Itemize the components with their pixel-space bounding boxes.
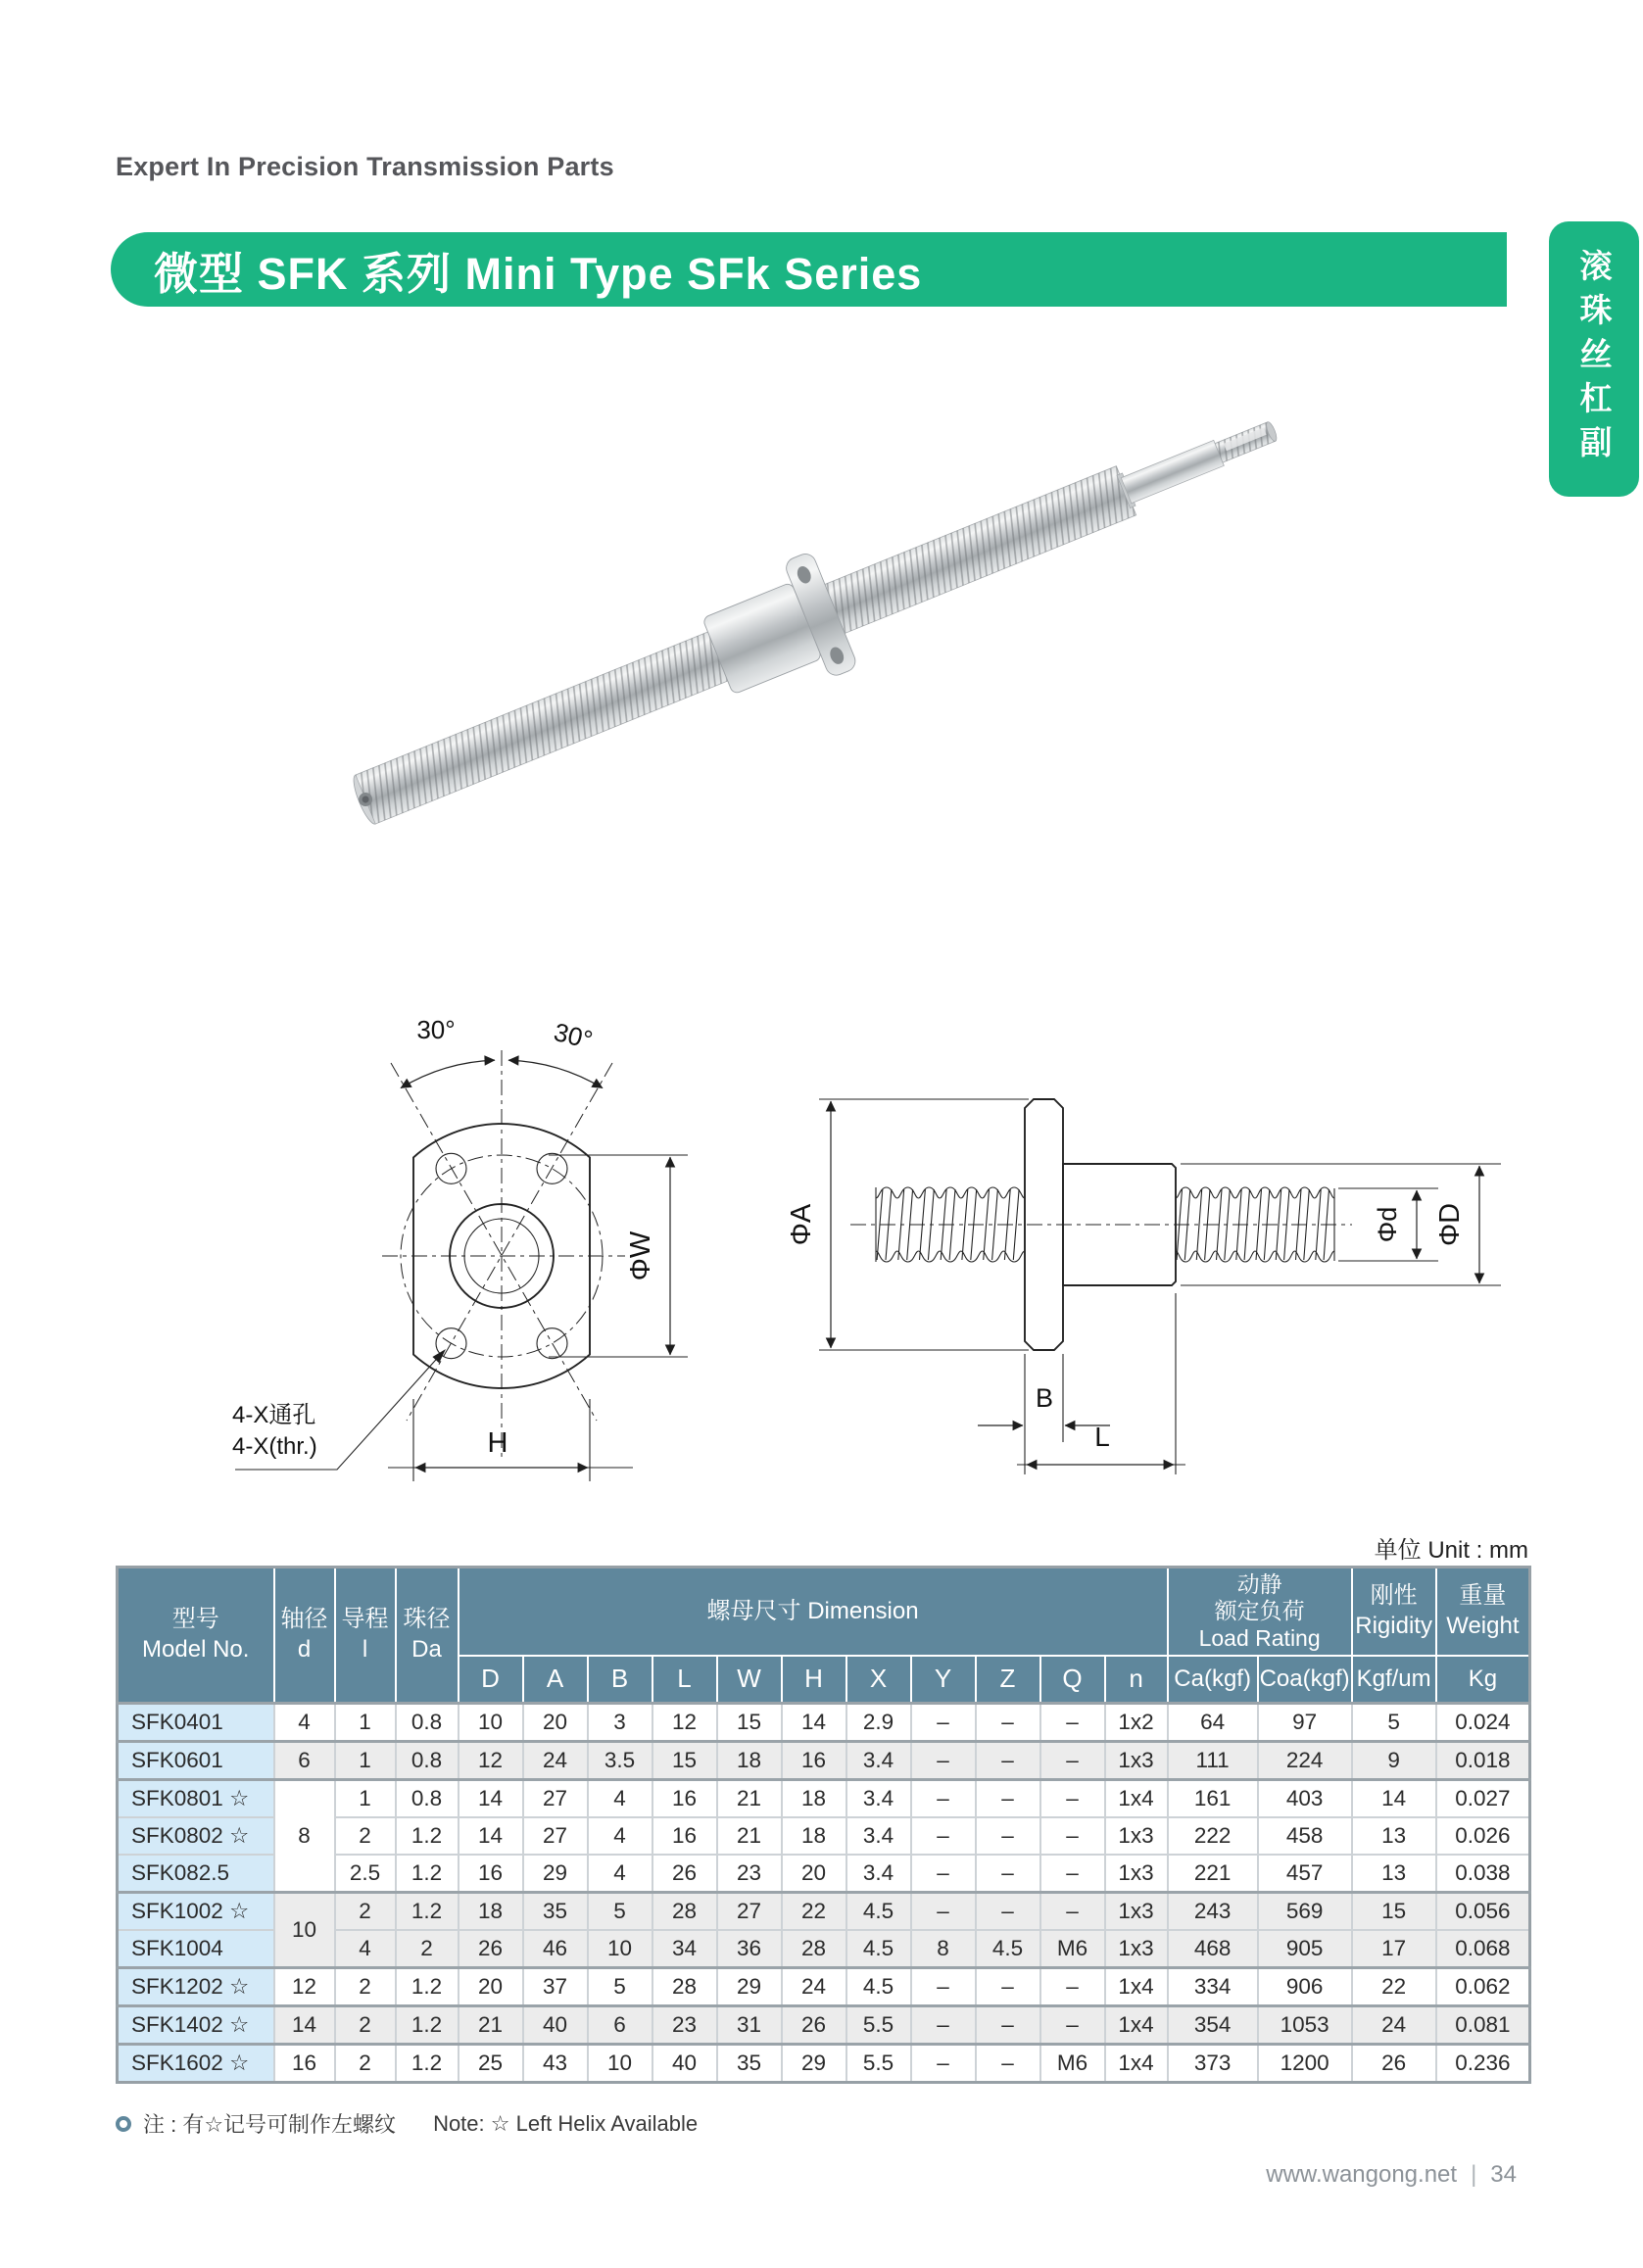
spec-cell: 468: [1168, 1930, 1258, 1968]
spec-cell: 5.5: [846, 2045, 911, 2083]
model-cell: SFK1602 ☆: [118, 2045, 274, 2083]
product-photo: [319, 388, 1329, 839]
spec-cell: 29: [523, 1855, 588, 1893]
spec-cell: 14: [782, 1704, 846, 1742]
col-header-L: L: [652, 1656, 717, 1704]
spec-cell: 0.027: [1436, 1780, 1530, 1818]
thread-texture-left: [356, 632, 728, 824]
spec-cell: –: [911, 1742, 976, 1780]
spec-table-body: [118, 1704, 1530, 2083]
spec-cell: 37: [523, 1968, 588, 2006]
spec-cell: 1.2: [396, 1817, 459, 1855]
shaft-diameter-cell: 6: [274, 1742, 335, 1780]
spec-cell: 1.2: [396, 2006, 459, 2045]
spec-cell: –: [1040, 1742, 1105, 1780]
spec-cell: 12: [652, 1704, 717, 1742]
spec-cell: 3: [588, 1704, 652, 1742]
spec-cell: 0.236: [1436, 2045, 1530, 2083]
spec-cell: 1x3: [1105, 1742, 1168, 1780]
col-header-A: A: [523, 1656, 588, 1704]
table-row: [118, 1742, 1530, 1780]
col-header-shaft-en: d: [297, 1636, 312, 1663]
col-header-X: X: [846, 1656, 911, 1704]
spec-cell: M6: [1040, 1930, 1105, 1968]
spec-cell: 35: [523, 1893, 588, 1931]
hole-axis-diagonal: [407, 1063, 612, 1421]
col-header-Z: Z: [976, 1656, 1040, 1704]
col-header-load-zh2: 额定负荷: [1214, 1598, 1305, 1624]
spec-cell: 2: [335, 1817, 396, 1855]
model-cell: SFK1002 ☆: [118, 1893, 274, 1931]
spec-cell: 1x3: [1105, 1930, 1168, 1968]
spec-cell: –: [911, 1893, 976, 1931]
spec-cell: 905: [1258, 1930, 1352, 1968]
spec-cell: –: [911, 2006, 976, 2045]
spec-cell: 97: [1258, 1704, 1352, 1742]
spec-cell: 3.4: [846, 1780, 911, 1818]
spec-cell: 28: [652, 1893, 717, 1931]
shaft-diameter-cell: 16: [274, 2045, 335, 2083]
hole-note-zh: 4-X通孔: [232, 1402, 316, 1428]
thread-texture-right: [823, 466, 1136, 635]
spec-cell: 26: [459, 1930, 523, 1968]
spec-cell: 4: [588, 1855, 652, 1893]
spec-cell: –: [1040, 2006, 1105, 2045]
table-row: [118, 1893, 1530, 1931]
spec-cell: –: [911, 1817, 976, 1855]
spec-cell: 22: [782, 1893, 846, 1931]
spec-cell: 21: [717, 1780, 782, 1818]
spec-cell: –: [976, 1742, 1040, 1780]
spec-cell: –: [1040, 1780, 1105, 1818]
col-header-lead-zh: 导程: [341, 1606, 389, 1633]
spec-cell: 40: [652, 2045, 717, 2083]
spec-cell: 27: [717, 1893, 782, 1931]
spec-cell: –: [1040, 1704, 1105, 1742]
technical-drawings: [147, 999, 1538, 1548]
col-header-dimension: 螺母尺寸 Dimension: [459, 1568, 1168, 1657]
col-header-lead: [335, 1568, 396, 1704]
spec-cell: 2.9: [846, 1704, 911, 1742]
col-header-model-zh: 型号: [171, 1606, 219, 1633]
dim-label-l: L: [1094, 1422, 1110, 1452]
col-header-load-zh1: 动静: [1236, 1570, 1282, 1597]
spec-cell: 28: [652, 1968, 717, 2006]
spec-cell: 5: [588, 1893, 652, 1931]
spec-cell: 373: [1168, 2045, 1258, 2083]
spec-cell: 4: [335, 1930, 396, 1968]
spec-cell: 24: [1352, 2006, 1436, 2045]
ball-screw-photo-group: [336, 388, 1299, 839]
spec-cell: 24: [523, 1742, 588, 1780]
spec-cell: 22: [1352, 1968, 1436, 2006]
col-header-rigidity: [1352, 1568, 1436, 1657]
col-header-Y: Y: [911, 1656, 976, 1704]
series-title-banner: [111, 232, 1507, 307]
spec-cell: 10: [459, 1704, 523, 1742]
shaft-diameter-cell: 12: [274, 1968, 335, 2006]
spec-cell: 29: [717, 1968, 782, 2006]
col-header-rigidity-en: Rigidity: [1355, 1613, 1432, 1639]
spec-cell: 4: [588, 1817, 652, 1855]
spec-cell: 2: [396, 1930, 459, 1968]
spec-cell: 0.024: [1436, 1704, 1530, 1742]
col-header-B: B: [588, 1656, 652, 1704]
spec-cell: 20: [523, 1704, 588, 1742]
dim-label-w: ΦW: [625, 1231, 656, 1281]
spec-cell: 14: [459, 1780, 523, 1818]
spec-cell: –: [1040, 1855, 1105, 1893]
spec-cell: 1: [335, 1780, 396, 1818]
spec-cell: 16: [652, 1817, 717, 1855]
spec-cell: 458: [1258, 1817, 1352, 1855]
spec-cell: 10: [588, 2045, 652, 2083]
spec-cell: 0.018: [1436, 1742, 1530, 1780]
col-header-weight-unit: Kg: [1436, 1656, 1530, 1704]
unit-label: 单位 Unit : mm: [1374, 1537, 1528, 1564]
spec-cell: 0.8: [396, 1742, 459, 1780]
spec-cell: 222: [1168, 1817, 1258, 1855]
spec-cell: –: [976, 1817, 1040, 1855]
spec-cell: 23: [652, 2006, 717, 2045]
spec-cell: 0.068: [1436, 1930, 1530, 1968]
col-header-model: [118, 1568, 274, 1704]
spec-cell: 221: [1168, 1855, 1258, 1893]
spec-cell: 12: [459, 1742, 523, 1780]
spec-cell: 569: [1258, 1893, 1352, 1931]
spec-cell: –: [1040, 1968, 1105, 2006]
spec-cell: 906: [1258, 1968, 1352, 2006]
model-cell: SFK0802 ☆: [118, 1817, 274, 1855]
spec-cell: 18: [782, 1817, 846, 1855]
col-header-ball-en: Da: [411, 1636, 442, 1663]
spec-cell: 18: [459, 1893, 523, 1931]
col-header-shaft-dia: [274, 1568, 335, 1704]
col-header-shaft-zh: 轴径: [280, 1606, 328, 1633]
footer-page-number: 34: [1490, 2161, 1517, 2188]
dim-label-small-d: Φd: [1373, 1206, 1402, 1243]
spec-cell: 1053: [1258, 2006, 1352, 2045]
spec-cell: 3.4: [846, 1742, 911, 1780]
angle-label-right: 30°: [551, 1016, 596, 1055]
spec-cell: 25: [459, 2045, 523, 2083]
spec-cell: 1x2: [1105, 1704, 1168, 1742]
spec-cell: –: [1040, 1817, 1105, 1855]
spec-cell: 20: [459, 1968, 523, 2006]
spec-cell: 26: [1352, 2045, 1436, 2083]
spec-cell: 36: [717, 1930, 782, 1968]
note-bullet-icon: [116, 2116, 131, 2132]
col-header-ball-zh: 珠径: [403, 1606, 451, 1633]
category-side-tab: 滚珠丝杠副: [1549, 221, 1639, 497]
footnote: [116, 2108, 698, 2139]
spec-cell: 334: [1168, 1968, 1258, 2006]
spec-cell: 3.5: [588, 1742, 652, 1780]
model-cell: SFK1402 ☆: [118, 2006, 274, 2045]
model-cell: SFK082.5: [118, 1855, 274, 1893]
spec-cell: 21: [717, 1817, 782, 1855]
spec-cell: 1: [335, 1742, 396, 1780]
spec-cell: 9: [1352, 1742, 1436, 1780]
spec-cell: 1200: [1258, 2045, 1352, 2083]
spec-cell: 2.5: [335, 1855, 396, 1893]
spec-cell: 13: [1352, 1855, 1436, 1893]
spec-cell: 26: [782, 2006, 846, 2045]
spec-cell: 3.4: [846, 1855, 911, 1893]
spec-cell: 403: [1258, 1780, 1352, 1818]
col-header-H: H: [782, 1656, 846, 1704]
col-header-model-en: Model No.: [142, 1636, 250, 1663]
spec-cell: 2: [335, 1893, 396, 1931]
footer-divider: |: [1471, 2161, 1477, 2188]
spec-cell: 2: [335, 2045, 396, 2083]
spec-cell: 43: [523, 2045, 588, 2083]
spec-cell: 23: [717, 1855, 782, 1893]
spec-cell: 8: [911, 1930, 976, 1968]
spec-cell: 0.038: [1436, 1855, 1530, 1893]
spec-cell: 15: [717, 1704, 782, 1742]
col-header-ca: Ca(kgf): [1168, 1656, 1258, 1704]
spec-cell: 4.5: [846, 1930, 911, 1968]
spec-cell: 14: [459, 1817, 523, 1855]
col-header-Q: Q: [1040, 1656, 1105, 1704]
spec-cell: 17: [1352, 1930, 1436, 1968]
dim-label-b: B: [1035, 1383, 1054, 1413]
spec-cell: 5.5: [846, 2006, 911, 2045]
dim-label-h: H: [487, 1427, 508, 1459]
spec-cell: 20: [782, 1855, 846, 1893]
spec-cell: 0.8: [396, 1704, 459, 1742]
hole-note-en: 4-X(thr.): [232, 1433, 317, 1460]
spec-cell: –: [976, 2006, 1040, 2045]
model-cell: SFK1202 ☆: [118, 1968, 274, 2006]
model-cell: SFK0401: [118, 1704, 274, 1742]
spec-cell: –: [976, 2045, 1040, 2083]
spec-cell: 24: [782, 1968, 846, 2006]
spec-cell: 46: [523, 1930, 588, 1968]
spec-cell: 29: [782, 2045, 846, 2083]
spec-cell: 31: [717, 2006, 782, 2045]
col-header-lead-en: l: [362, 1636, 368, 1663]
journal-end: [1121, 440, 1224, 503]
page-footer: [1078, 2161, 1517, 2189]
shaft-diameter-cell: 4: [274, 1704, 335, 1742]
shaft-diameter-cell: 10: [274, 1893, 335, 1968]
spec-cell: 27: [523, 1780, 588, 1818]
spec-cell: –: [976, 1968, 1040, 2006]
table-row: [118, 2045, 1530, 2083]
col-header-weight-en: Weight: [1446, 1613, 1520, 1639]
angle-label-left: 30°: [416, 1015, 456, 1044]
spec-cell: 0.062: [1436, 1968, 1530, 2006]
hole-axis-diagonal: [391, 1063, 597, 1421]
spec-cell: 4.5: [976, 1930, 1040, 1968]
spec-cell: 354: [1168, 2006, 1258, 2045]
table-row: [118, 2006, 1530, 2045]
spec-cell: 0.081: [1436, 2006, 1530, 2045]
spec-cell: 111: [1168, 1742, 1258, 1780]
spec-cell: 15: [1352, 1893, 1436, 1931]
spec-cell: 21: [459, 2006, 523, 2045]
spec-cell: 1x4: [1105, 2045, 1168, 2083]
spec-cell: –: [911, 1704, 976, 1742]
table-row: [118, 1780, 1530, 1818]
spec-cell: 34: [652, 1930, 717, 1968]
spec-cell: 1x3: [1105, 1855, 1168, 1893]
col-header-rigidity-zh: 刚性: [1370, 1582, 1418, 1610]
shaft-diameter-cell: 14: [274, 2006, 335, 2045]
dim-label-a: ΦA: [786, 1203, 817, 1246]
spec-cell: 64: [1168, 1704, 1258, 1742]
spec-cell: 5: [588, 1968, 652, 2006]
spec-cell: –: [976, 1704, 1040, 1742]
model-cell: SFK1004: [118, 1930, 274, 1968]
spec-cell: 2: [335, 2006, 396, 2045]
spec-cell: 457: [1258, 1855, 1352, 1893]
spec-cell: 16: [652, 1780, 717, 1818]
angle-arc-left: [401, 1060, 495, 1088]
spec-cell: 16: [459, 1855, 523, 1893]
nut-side-view: [786, 1099, 1501, 1474]
spec-cell: –: [911, 1780, 976, 1818]
spec-cell: 14: [1352, 1780, 1436, 1818]
col-header-W: W: [717, 1656, 782, 1704]
table-row: [118, 1704, 1530, 1742]
col-header-weight: [1436, 1568, 1530, 1657]
note-zh: 注 : 有☆记号可制作左螺纹: [143, 2112, 397, 2137]
spec-cell: 40: [523, 2006, 588, 2045]
spec-cell: –: [1040, 1893, 1105, 1931]
spec-cell: 3.4: [846, 1817, 911, 1855]
spec-cell: –: [911, 1968, 976, 2006]
spec-cell: 28: [782, 1930, 846, 1968]
model-cell: SFK0601: [118, 1742, 274, 1780]
series-title: 微型 SFK 系列 Mini Type SFk Series: [154, 248, 923, 299]
spec-cell: 15: [652, 1742, 717, 1780]
spec-cell: 0.056: [1436, 1893, 1530, 1931]
spec-cell: 4.5: [846, 1893, 911, 1931]
spec-table: [116, 1566, 1531, 2084]
col-header-ball-dia: [396, 1568, 459, 1704]
table-row: [118, 1968, 1530, 2006]
spec-cell: 13: [1352, 1817, 1436, 1855]
dim-label-big-d: ΦD: [1434, 1202, 1466, 1247]
spec-cell: 1.2: [396, 1855, 459, 1893]
spec-cell: 0.8: [396, 1780, 459, 1818]
spec-cell: 1.2: [396, 1893, 459, 1931]
spec-cell: –: [976, 1893, 1040, 1931]
col-header-coa: Coa(kgf): [1258, 1656, 1352, 1704]
spec-cell: 35: [717, 2045, 782, 2083]
spec-cell: –: [976, 1780, 1040, 1818]
col-header-load-rating: [1168, 1568, 1352, 1657]
spec-cell: 4: [588, 1780, 652, 1818]
spec-cell: 1: [335, 1704, 396, 1742]
spec-cell: 16: [782, 1742, 846, 1780]
spec-cell: 1.2: [396, 2045, 459, 2083]
spec-cell: 1x4: [1105, 2006, 1168, 2045]
spec-cell: –: [911, 1855, 976, 1893]
spec-cell: 161: [1168, 1780, 1258, 1818]
note-en: Note: ☆ Left Helix Available: [433, 2110, 699, 2136]
spec-cell: 1.2: [396, 1968, 459, 2006]
spec-cell: 224: [1258, 1742, 1352, 1780]
header-tagline: Expert In Precision Transmission Parts: [116, 152, 614, 181]
spec-cell: 6: [588, 2006, 652, 2045]
spec-cell: M6: [1040, 2045, 1105, 2083]
col-header-n: n: [1105, 1656, 1168, 1704]
spec-cell: 5: [1352, 1704, 1436, 1742]
spec-cell: 27: [523, 1817, 588, 1855]
spec-cell: 18: [717, 1742, 782, 1780]
spec-cell: 10: [588, 1930, 652, 1968]
footer-site: www.wangong.net: [1266, 2161, 1458, 2188]
col-header-load-en: Load Rating: [1198, 1624, 1321, 1651]
spec-cell: 1x3: [1105, 1817, 1168, 1855]
shaft-diameter-cell: 8: [274, 1780, 335, 1893]
spec-cell: 1x4: [1105, 1968, 1168, 2006]
spec-cell: –: [911, 2045, 976, 2083]
col-header-rigidity-unit: Kgf/um: [1352, 1656, 1436, 1704]
spec-cell: 1x3: [1105, 1893, 1168, 1931]
col-header-D: D: [459, 1656, 523, 1704]
spec-cell: 18: [782, 1780, 846, 1818]
angle-arc-right: [508, 1060, 603, 1088]
spec-cell: 243: [1168, 1893, 1258, 1931]
model-cell: SFK0801 ☆: [118, 1780, 274, 1818]
flange-front-view: [232, 1015, 688, 1481]
col-header-weight-zh: 重量: [1459, 1582, 1507, 1610]
spec-cell: –: [976, 1855, 1040, 1893]
spec-cell: 2: [335, 1968, 396, 2006]
spec-cell: 26: [652, 1855, 717, 1893]
spec-cell: 4.5: [846, 1968, 911, 2006]
spec-cell: 1x4: [1105, 1780, 1168, 1818]
spec-cell: 0.026: [1436, 1817, 1530, 1855]
